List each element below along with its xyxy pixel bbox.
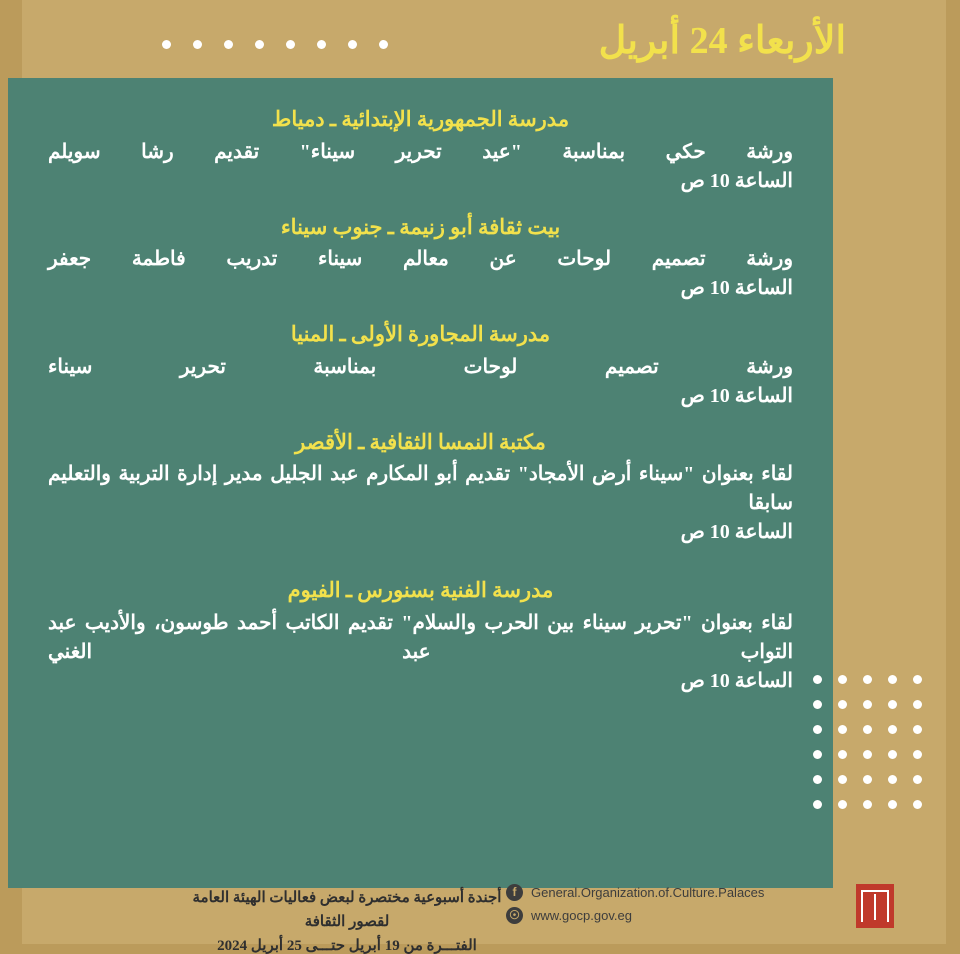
dot: [913, 675, 922, 684]
dot: [813, 700, 822, 709]
event-time: الساعة 10 ص: [680, 521, 793, 543]
dot: [913, 700, 922, 709]
dot: [863, 800, 872, 809]
dot: [255, 40, 264, 49]
website-url: www.gocp.gov.eg: [531, 908, 632, 923]
dot: [317, 40, 326, 49]
events-panel: [8, 78, 833, 888]
event-item: [48, 427, 793, 548]
dot: [813, 775, 822, 784]
social-links: [506, 884, 836, 930]
dot: [838, 800, 847, 809]
event-item: [48, 575, 793, 696]
footer-note-line1: أجندة أسبوعية مختصرة لبعض فعاليات الهيئة العامة لقصور الثقافة: [192, 890, 502, 930]
dot: [863, 750, 872, 759]
dot: [863, 700, 872, 709]
event-item: [48, 104, 793, 196]
event-description: لقاء بعنوان "سيناء أرض الأمجاد" تقديم أبو المكارم عبد الجليل مدير إدارة التربية والتعليم سابقا: [48, 463, 793, 514]
dot: [224, 40, 233, 49]
dot: [348, 40, 357, 49]
event-time: الساعة 10 ص: [680, 277, 793, 299]
website-link[interactable]: [506, 907, 836, 924]
poster-footer: [22, 878, 946, 954]
event-venue: مكتبة النمسا الثقافية ـ الأقصر: [295, 429, 546, 454]
dot: [888, 750, 897, 759]
dot: [863, 725, 872, 734]
footer-note-line2: الفتـــرة من 19 أبريل حتـــى 25 أبريل 2024: [217, 938, 477, 954]
decorative-dot-grid: [810, 675, 922, 812]
dot: [888, 675, 897, 684]
event-description: لقاء بعنوان "تحرير سيناء بين الحرب والسلام" تقديم الكاتب أحمد طوسون، والأديب عبد التواب عبد الغني: [48, 611, 793, 663]
dot: [838, 750, 847, 759]
dot: [913, 725, 922, 734]
dot: [863, 675, 872, 684]
facebook-icon: f: [506, 884, 523, 901]
facebook-handle: General.Organization.of.Culture.Palaces: [531, 885, 765, 900]
event-venue: مدرسة الجمهورية الإبتدائية ـ دمياط: [271, 107, 570, 131]
dot: [838, 775, 847, 784]
dot: [379, 40, 388, 49]
header-dot-row: [162, 40, 388, 49]
globe-icon: ☉: [506, 907, 523, 924]
dot: [193, 40, 202, 49]
event-venue: مدرسة الفنية بسنورس ـ الفيوم: [287, 578, 554, 602]
dot: [813, 725, 822, 734]
logo-glyph: [861, 890, 889, 922]
event-venue: مدرسة المجاورة الأولى ـ المنيا: [290, 322, 551, 346]
dot: [838, 725, 847, 734]
dot: [838, 675, 847, 684]
event-item: [48, 212, 793, 304]
dot: [286, 40, 295, 49]
dot: [162, 40, 171, 49]
event-item: [48, 319, 793, 411]
dot: [913, 800, 922, 809]
dot: [813, 675, 822, 684]
event-description: ورشة حكي بمناسبة "عيد تحرير سيناء" تقديم رشا سويلم: [48, 140, 793, 163]
spacer: [48, 553, 793, 575]
spacer: [48, 202, 793, 212]
gocp-logo-icon: [856, 884, 894, 928]
dot: [888, 800, 897, 809]
footer-note: [182, 886, 512, 954]
dot: [838, 700, 847, 709]
event-time: الساعة 10 ص: [680, 384, 793, 407]
event-venue: بيت ثقافة أبو زنيمة ـ جنوب سيناء: [280, 214, 561, 239]
dot: [813, 800, 822, 809]
dot: [888, 725, 897, 734]
dot: [863, 775, 872, 784]
date-title: الأربعاء 24 أبريل: [598, 20, 846, 62]
poster-header: [22, 0, 946, 78]
spacer: [48, 309, 793, 319]
event-time: الساعة 10 ص: [680, 669, 793, 692]
facebook-link[interactable]: [506, 884, 836, 901]
dot: [913, 775, 922, 784]
event-description: ورشة تصميم لوحات عن معالم سيناء تدريب فاطمة جعفر: [48, 248, 793, 270]
event-time: الساعة 10 ص: [680, 169, 793, 192]
event-description: ورشة تصميم لوحات بمناسبة تحرير سيناء: [48, 355, 793, 378]
dot: [888, 700, 897, 709]
dot: [913, 750, 922, 759]
right-edge-strip: [946, 0, 960, 954]
spacer: [48, 417, 793, 427]
dot: [813, 750, 822, 759]
dot: [888, 775, 897, 784]
